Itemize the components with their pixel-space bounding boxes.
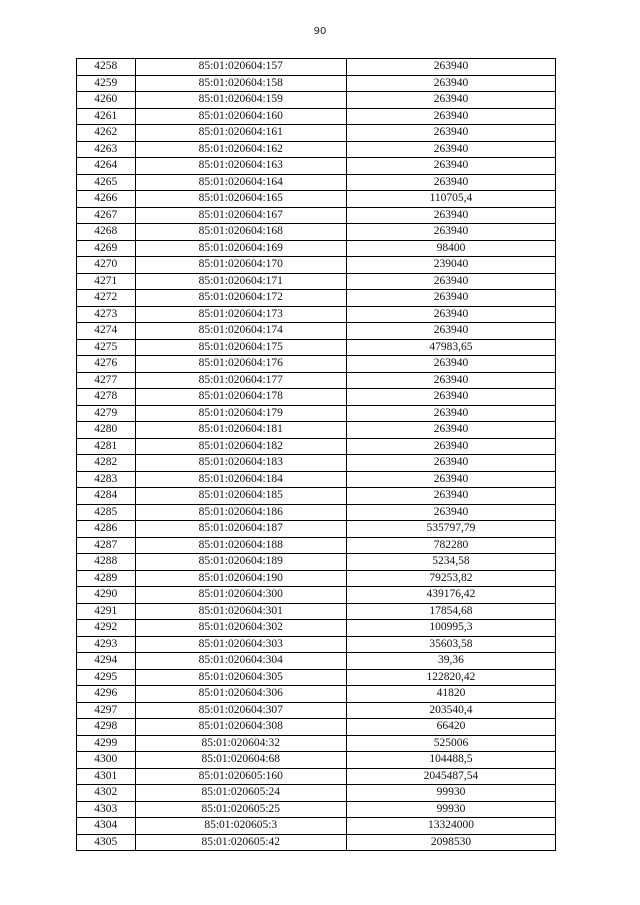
- cadastral-number-cell: 85:01:020604:189: [135, 554, 346, 571]
- cadastral-number-cell: 85:01:020605:25: [135, 801, 346, 818]
- value-cell: 2045487,54: [346, 768, 555, 785]
- table-row: [77, 521, 556, 538]
- value-cell: 239040: [346, 257, 555, 274]
- table-row: [77, 620, 556, 637]
- row-number-cell: 4275: [77, 339, 136, 356]
- table-row: [77, 422, 556, 439]
- value-cell: 263940: [346, 108, 555, 125]
- row-number-cell: 4286: [77, 521, 136, 538]
- row-number-cell: 4266: [77, 191, 136, 208]
- table-row: [77, 240, 556, 257]
- cadastral-number-cell: 85:01:020604:182: [135, 438, 346, 455]
- value-cell: 263940: [346, 488, 555, 505]
- value-cell: 263940: [346, 224, 555, 241]
- value-cell: 782280: [346, 537, 555, 554]
- table-row: [77, 570, 556, 587]
- row-number-cell: 4303: [77, 801, 136, 818]
- table-row: [77, 702, 556, 719]
- value-cell: 263940: [346, 455, 555, 472]
- cadastral-number-cell: 85:01:020604:176: [135, 356, 346, 373]
- table-row: [77, 587, 556, 604]
- value-cell: 263940: [346, 207, 555, 224]
- value-cell: 263940: [346, 125, 555, 142]
- cadastral-number-cell: 85:01:020605:42: [135, 834, 346, 851]
- table-row: [77, 455, 556, 472]
- value-cell: 263940: [346, 389, 555, 406]
- row-number-cell: 4273: [77, 306, 136, 323]
- value-cell: 263940: [346, 405, 555, 422]
- row-number-cell: 4276: [77, 356, 136, 373]
- row-number-cell: 4285: [77, 504, 136, 521]
- table-row: [77, 603, 556, 620]
- cadastral-number-cell: 85:01:020604:179: [135, 405, 346, 422]
- value-cell: 99930: [346, 801, 555, 818]
- table-row: [77, 686, 556, 703]
- table-row: [77, 306, 556, 323]
- value-cell: 203540,4: [346, 702, 555, 719]
- row-number-cell: 4258: [77, 59, 136, 76]
- row-number-cell: 4280: [77, 422, 136, 439]
- cadastral-number-cell: 85:01:020604:307: [135, 702, 346, 719]
- value-cell: 263940: [346, 59, 555, 76]
- row-number-cell: 4265: [77, 174, 136, 191]
- table-row: [77, 801, 556, 818]
- table-row: [77, 537, 556, 554]
- cadastral-number-cell: 85:01:020605:24: [135, 785, 346, 802]
- row-number-cell: 4294: [77, 653, 136, 670]
- value-cell: 263940: [346, 306, 555, 323]
- table-row: [77, 257, 556, 274]
- row-number-cell: 4274: [77, 323, 136, 340]
- row-number-cell: 4282: [77, 455, 136, 472]
- row-number-cell: 4283: [77, 471, 136, 488]
- row-number-cell: 4292: [77, 620, 136, 637]
- value-cell: 99930: [346, 785, 555, 802]
- table-row: [77, 785, 556, 802]
- value-cell: 263940: [346, 174, 555, 191]
- cadastral-number-cell: 85:01:020604:163: [135, 158, 346, 175]
- table-row: [77, 389, 556, 406]
- table-row: [77, 719, 556, 736]
- row-number-cell: 4264: [77, 158, 136, 175]
- table-row: [77, 405, 556, 422]
- cadastral-number-cell: 85:01:020604:188: [135, 537, 346, 554]
- row-number-cell: 4291: [77, 603, 136, 620]
- table-row: [77, 224, 556, 241]
- cadastral-number-cell: 85:01:020604:159: [135, 92, 346, 109]
- cadastral-number-cell: 85:01:020604:184: [135, 471, 346, 488]
- row-number-cell: 4300: [77, 752, 136, 769]
- table-row: [77, 768, 556, 785]
- row-number-cell: 4298: [77, 719, 136, 736]
- value-cell: 525006: [346, 735, 555, 752]
- table-row: [77, 834, 556, 851]
- table-row: [77, 356, 556, 373]
- value-cell: 263940: [346, 471, 555, 488]
- row-number-cell: 4297: [77, 702, 136, 719]
- cadastral-number-cell: 85:01:020604:160: [135, 108, 346, 125]
- row-number-cell: 4304: [77, 818, 136, 835]
- value-cell: 104488,5: [346, 752, 555, 769]
- row-number-cell: 4299: [77, 735, 136, 752]
- cadastral-number-cell: 85:01:020604:190: [135, 570, 346, 587]
- table-row: [77, 191, 556, 208]
- value-cell: 263940: [346, 422, 555, 439]
- cadastral-number-cell: 85:01:020604:177: [135, 372, 346, 389]
- table-row: [77, 59, 556, 76]
- table-row: [77, 108, 556, 125]
- table-row: [77, 323, 556, 340]
- cadastral-number-cell: 85:01:020604:170: [135, 257, 346, 274]
- cadastral-number-cell: 85:01:020604:158: [135, 75, 346, 92]
- value-cell: 263940: [346, 323, 555, 340]
- value-cell: 13324000: [346, 818, 555, 835]
- value-cell: 5234,58: [346, 554, 555, 571]
- row-number-cell: 4263: [77, 141, 136, 158]
- cadastral-number-cell: 85:01:020604:308: [135, 719, 346, 736]
- cadastral-number-cell: 85:01:020604:68: [135, 752, 346, 769]
- row-number-cell: 4295: [77, 669, 136, 686]
- table-row: [77, 92, 556, 109]
- cadastral-number-cell: 85:01:020604:174: [135, 323, 346, 340]
- table-row: [77, 207, 556, 224]
- value-cell: 263940: [346, 290, 555, 307]
- value-cell: 110705,4: [346, 191, 555, 208]
- cadastral-number-cell: 85:01:020604:185: [135, 488, 346, 505]
- cadastral-number-cell: 85:01:020604:306: [135, 686, 346, 703]
- table-row: [77, 339, 556, 356]
- cadastral-number-cell: 85:01:020604:178: [135, 389, 346, 406]
- value-cell: 263940: [346, 75, 555, 92]
- cadastral-number-cell: 85:01:020604:304: [135, 653, 346, 670]
- value-cell: 122820,42: [346, 669, 555, 686]
- row-number-cell: 4268: [77, 224, 136, 241]
- value-cell: 439176,42: [346, 587, 555, 604]
- data-table: [76, 58, 556, 851]
- table-body: [77, 59, 556, 851]
- cadastral-number-cell: 85:01:020604:164: [135, 174, 346, 191]
- page-number: 90: [313, 26, 327, 37]
- table-row: [77, 273, 556, 290]
- table-row: [77, 75, 556, 92]
- cadastral-number-cell: 85:01:020604:173: [135, 306, 346, 323]
- value-cell: 100995,3: [346, 620, 555, 637]
- cadastral-number-cell: 85:01:020604:171: [135, 273, 346, 290]
- table-row: [77, 141, 556, 158]
- table-row: [77, 504, 556, 521]
- cadastral-number-cell: 85:01:020605:160: [135, 768, 346, 785]
- cadastral-number-cell: 85:01:020604:162: [135, 141, 346, 158]
- table-row: [77, 636, 556, 653]
- table-row: [77, 174, 556, 191]
- row-number-cell: 4271: [77, 273, 136, 290]
- table-row: [77, 554, 556, 571]
- cadastral-number-cell: 85:01:020604:157: [135, 59, 346, 76]
- cadastral-number-cell: 85:01:020604:165: [135, 191, 346, 208]
- cadastral-number-cell: 85:01:020604:305: [135, 669, 346, 686]
- table-row: [77, 125, 556, 142]
- cadastral-number-cell: 85:01:020604:181: [135, 422, 346, 439]
- row-number-cell: 4305: [77, 834, 136, 851]
- row-number-cell: 4267: [77, 207, 136, 224]
- row-number-cell: 4296: [77, 686, 136, 703]
- value-cell: 79253,82: [346, 570, 555, 587]
- table-row: [77, 653, 556, 670]
- table-row: [77, 290, 556, 307]
- cadastral-number-cell: 85:01:020604:302: [135, 620, 346, 637]
- row-number-cell: 4278: [77, 389, 136, 406]
- value-cell: 35603,58: [346, 636, 555, 653]
- value-cell: 263940: [346, 141, 555, 158]
- value-cell: 263940: [346, 273, 555, 290]
- row-number-cell: 4270: [77, 257, 136, 274]
- row-number-cell: 4288: [77, 554, 136, 571]
- row-number-cell: 4284: [77, 488, 136, 505]
- value-cell: 263940: [346, 438, 555, 455]
- row-number-cell: 4262: [77, 125, 136, 142]
- row-number-cell: 4279: [77, 405, 136, 422]
- value-cell: 2098530: [346, 834, 555, 851]
- cadastral-number-cell: 85:01:020604:161: [135, 125, 346, 142]
- cadastral-number-cell: 85:01:020604:32: [135, 735, 346, 752]
- row-number-cell: 4259: [77, 75, 136, 92]
- row-number-cell: 4260: [77, 92, 136, 109]
- table-row: [77, 158, 556, 175]
- value-cell: 263940: [346, 356, 555, 373]
- cadastral-number-cell: 85:01:020604:187: [135, 521, 346, 538]
- table-row: [77, 818, 556, 835]
- row-number-cell: 4287: [77, 537, 136, 554]
- table-row: [77, 752, 556, 769]
- value-cell: 98400: [346, 240, 555, 257]
- row-number-cell: 4290: [77, 587, 136, 604]
- value-cell: 39,36: [346, 653, 555, 670]
- value-cell: 263940: [346, 158, 555, 175]
- value-cell: 263940: [346, 92, 555, 109]
- table-row: [77, 471, 556, 488]
- value-cell: 41820: [346, 686, 555, 703]
- row-number-cell: 4269: [77, 240, 136, 257]
- row-number-cell: 4281: [77, 438, 136, 455]
- value-cell: 17854,68: [346, 603, 555, 620]
- row-number-cell: 4272: [77, 290, 136, 307]
- cadastral-number-cell: 85:01:020604:301: [135, 603, 346, 620]
- table-row: [77, 488, 556, 505]
- row-number-cell: 4301: [77, 768, 136, 785]
- cadastral-number-cell: 85:01:020604:172: [135, 290, 346, 307]
- cadastral-number-cell: 85:01:020604:175: [135, 339, 346, 356]
- value-cell: 263940: [346, 372, 555, 389]
- row-number-cell: 4261: [77, 108, 136, 125]
- cadastral-number-cell: 85:01:020604:169: [135, 240, 346, 257]
- value-cell: 66420: [346, 719, 555, 736]
- table-row: [77, 735, 556, 752]
- cadastral-number-cell: 85:01:020604:183: [135, 455, 346, 472]
- cadastral-number-cell: 85:01:020604:168: [135, 224, 346, 241]
- row-number-cell: 4277: [77, 372, 136, 389]
- value-cell: 263940: [346, 504, 555, 521]
- row-number-cell: 4293: [77, 636, 136, 653]
- cadastral-number-cell: 85:01:020604:300: [135, 587, 346, 604]
- value-cell: 535797,79: [346, 521, 555, 538]
- value-cell: 47983,65: [346, 339, 555, 356]
- table-row: [77, 669, 556, 686]
- cadastral-number-cell: 85:01:020604:186: [135, 504, 346, 521]
- cadastral-number-cell: 85:01:020604:167: [135, 207, 346, 224]
- cadastral-number-cell: 85:01:020604:303: [135, 636, 346, 653]
- table-row: [77, 438, 556, 455]
- table-row: [77, 372, 556, 389]
- cadastral-number-cell: 85:01:020605:3: [135, 818, 346, 835]
- row-number-cell: 4302: [77, 785, 136, 802]
- row-number-cell: 4289: [77, 570, 136, 587]
